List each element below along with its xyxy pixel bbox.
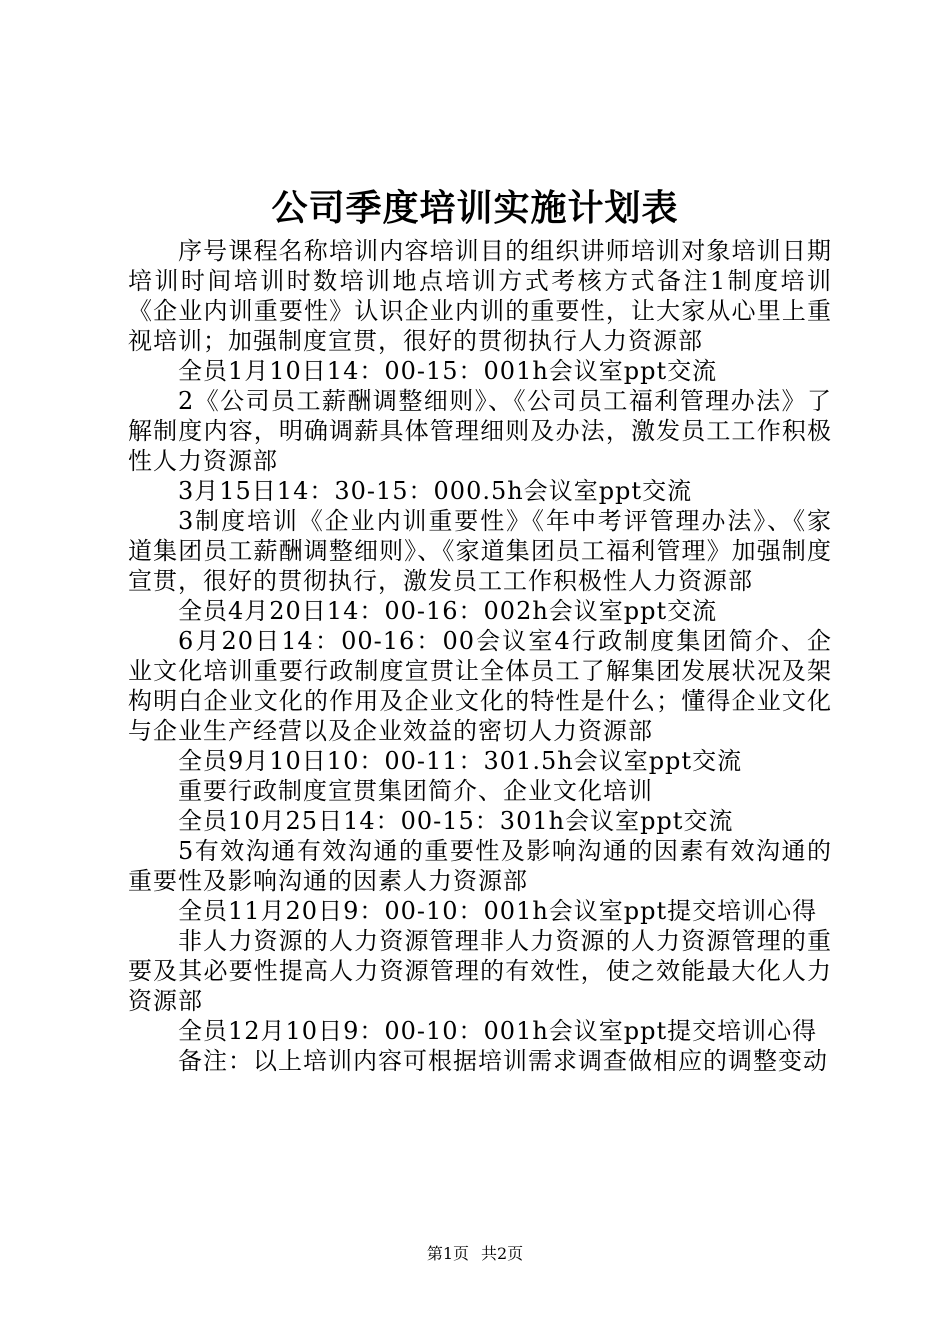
- paragraph: 2《公司员工薪酬调整细则》、《公司员工福利管理办法》了解制度内容，明确调薪具体管理细则及办法，激发员工工作积极性人力资源部: [128, 387, 832, 475]
- paragraph: 3制度培训《企业内训重要性》《年中考评管理办法》、《家道集团员工薪酬调整细则》、《家道集团员工福利管理》加强制度宣贯，很好的贯彻执行，激发员工工作积极性人力资源部: [128, 507, 832, 595]
- paragraph: 全员11月20日9：00-10：001h会议室ppt提交培训心得: [178, 897, 818, 925]
- paragraph: 全员4月20日14：00-16：002h会议室ppt交流: [178, 597, 718, 625]
- page-number-total: 共2页: [481, 1244, 524, 1263]
- document-title: 公司季度培训实施计划表: [271, 187, 679, 229]
- paragraph: 3月15日14：30-15：000.5h会议室ppt交流: [178, 477, 693, 505]
- page-number-current: 第1页: [426, 1244, 469, 1263]
- page-footer: [0, 1244, 950, 1264]
- paragraph: 重要行政制度宣贯集团简介、企业文化培训: [178, 777, 653, 805]
- paragraph: 全员12月10日9：00-10：001h会议室ppt提交培训心得: [178, 1017, 818, 1045]
- paragraph: 全员1月10日14：00-15：001h会议室ppt交流: [178, 357, 718, 385]
- paragraph: 全员10月25日14：00-15：301h会议室ppt交流: [178, 807, 734, 835]
- paragraph: 备注：以上培训内容可根据培训需求调查做相应的调整变动: [178, 1047, 828, 1075]
- paragraph: 5有效沟通有效沟通的重要性及影响沟通的因素有效沟通的重要性及影响沟通的因素人力资源部: [128, 837, 832, 895]
- paragraph: 序号课程名称培训内容培训目的组织讲师培训对象培训日期培训时间培训时数培训地点培训方式考核方式备注1制度培训《企业内训重要性》认识企业内训的重要性，让大家从心里上重视培训；加强制度宣贯，很好的贯彻执行人力资源部: [128, 237, 832, 355]
- paragraph: 全员9月10日10：00-11：301.5h会议室ppt交流: [178, 747, 743, 775]
- document-body: [128, 236, 832, 1076]
- paragraph: 非人力资源的人力资源管理非人力资源的人力资源管理的重要及其必要性提高人力资源管理的有效性，使之效能最大化人力资源部: [128, 927, 832, 1015]
- paragraph: 6月20日14：00-16：00会议室4行政制度集团简介、企业文化培训重要行政制度宣贯让全体员工了解集团发展状况及架构明白企业文化的作用及企业文化的特性是什么；懂得企业文化与企业生产经营以及企业效益的密切人力资源部: [128, 627, 832, 745]
